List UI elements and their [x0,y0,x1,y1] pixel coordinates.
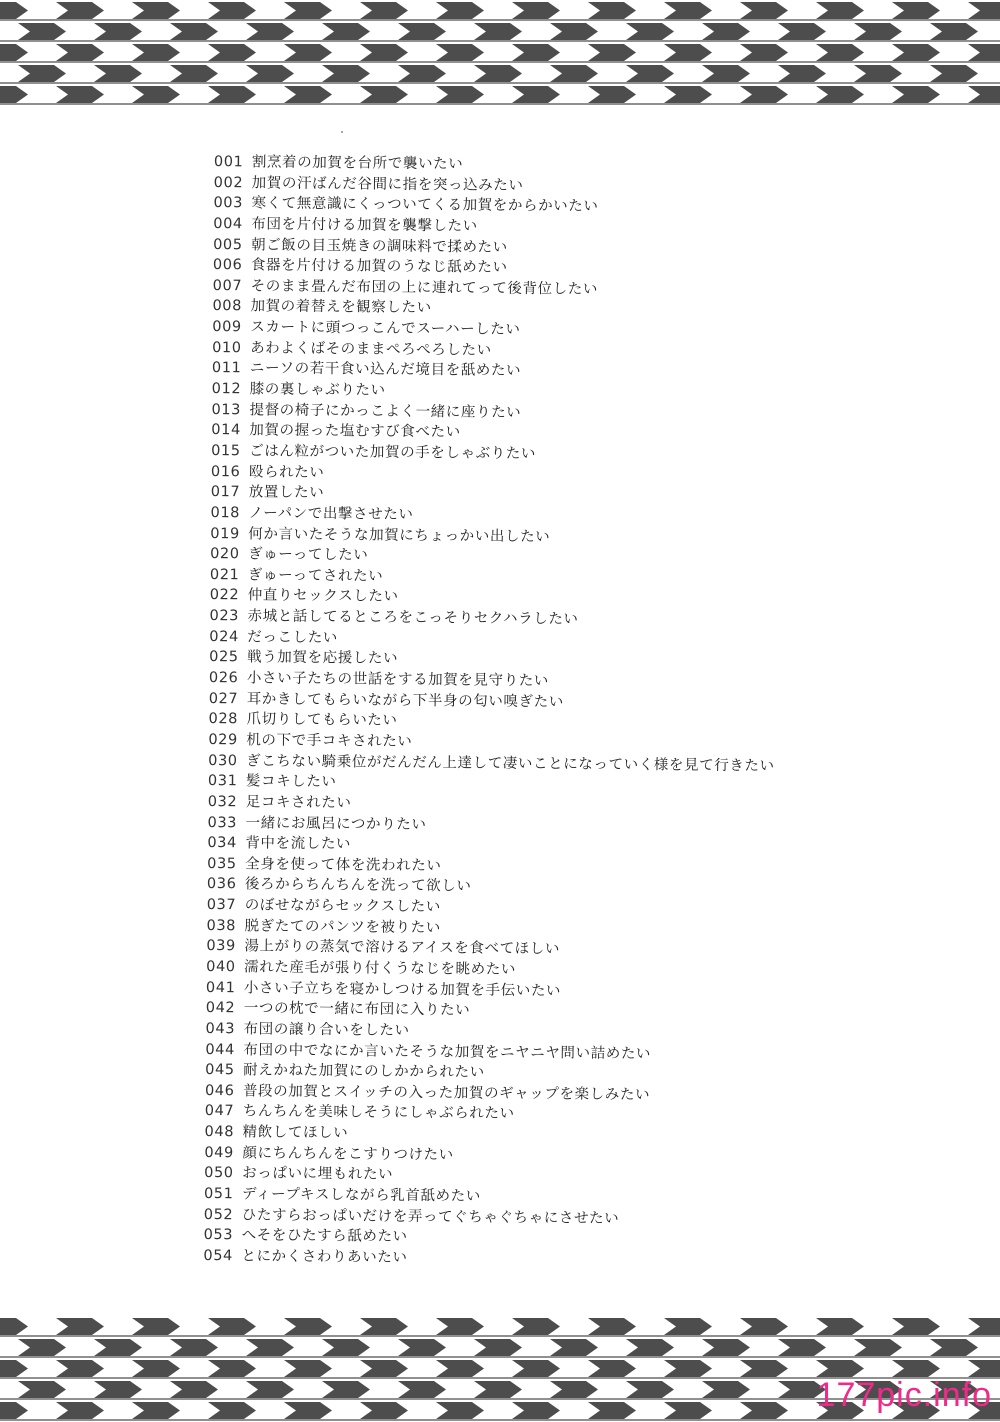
wish-number: 005 [213,236,243,253]
pattern-feather-shape [56,44,104,61]
pattern-feather-shape [588,1318,636,1335]
pattern-feather-shape [854,65,902,82]
wish-number: 020 [210,546,240,563]
wish-number: 038 [206,917,237,934]
wish-text: ノーパンで出撃させたい [248,505,414,523]
wish-text: 小さい子立ちを寝かしつける加賀を手伝いたい [243,979,562,999]
pattern-feather-shape [246,23,294,40]
pattern-feather-shape [322,65,370,82]
wish-number: 044 [205,1041,235,1058]
pattern-feather-shape [398,65,446,82]
wish-number: 001 [213,153,244,171]
pattern-feather-shape [778,65,826,82]
pattern-feather-shape [588,86,636,103]
wish-number: 050 [204,1165,234,1182]
wish-number: 023 [209,608,240,625]
pattern-feather-shape [246,65,294,82]
wish-text: 戦う加賀を応援したい [247,649,399,668]
pattern-feather-shape [550,1339,598,1356]
pattern-feather-shape [322,1339,370,1356]
wish-number: 027 [208,690,239,707]
wish-text: 普段の加賀とスイッチの入った加賀のギャップを楽しみたい [242,1083,651,1104]
wish-number: 018 [210,504,241,522]
wish-text: 食器を片付ける加賀のうなじ舐めたい [250,257,508,277]
pattern-feather-shape [56,86,104,103]
wish-text: 耐えかねた加賀にのしかかられたい [243,1062,485,1081]
wish-text: 湯上がりの蒸気で溶けるアイスを食べてほしい [244,938,561,958]
wish-number: 011 [211,360,242,377]
wish-text: 背中を流したい [245,835,352,853]
pattern-feather-shape [854,1339,902,1356]
pattern-feather-shape [474,1381,522,1398]
pattern-feather-shape [0,2,28,19]
wish-number: 007 [212,277,243,295]
wish-text: ごはん粒がついた加賀の手をしゃぶりたい [249,443,537,463]
pattern-feather-shape [56,1402,104,1419]
pattern-feather-shape [132,1360,180,1377]
top-yagasuri-border [0,0,1000,112]
pattern-feather-shape [588,2,636,19]
wish-text: 濡れた産毛が張り付くうなじを眺めたい [244,959,517,978]
pattern-feather-shape [208,44,256,61]
pattern-feather-shape [436,1360,484,1377]
pattern-feather-shape [284,1360,332,1377]
pattern-feather-shape [208,86,256,103]
pattern-feather-shape [56,1318,104,1335]
wish-text: 布団の中でなにか言いたそうな加賀をニヤニヤ問い詰めたい [243,1041,652,1062]
wish-number: 047 [204,1103,235,1120]
wish-number: 053 [203,1227,234,1244]
wish-text: 殴られたい [248,463,325,481]
wish-number: 036 [206,876,237,893]
pattern-feather-shape [664,1318,712,1335]
wish-number: 035 [207,855,237,873]
wish-number: 040 [206,958,236,976]
wish-text: 膝の裏しゃぶりたい [249,381,386,399]
pattern-feather-shape [94,1381,142,1398]
pattern-feather-shape [132,44,180,61]
pattern-feather-shape [474,1339,522,1356]
wish-text: とにかくさわりあいたい [241,1248,408,1266]
pattern-feather-shape [550,1381,598,1398]
pattern-feather-shape [778,23,826,40]
pattern-feather-shape [664,1360,712,1377]
wish-text: 小さい子たちの世話をする加賀を見守りたい [246,670,550,690]
wish-text: へそをひたすら舐めたい [241,1227,408,1246]
pattern-feather-shape [436,1402,484,1419]
wish-number: 042 [205,1000,236,1017]
wish-number: 054 [203,1247,233,1265]
pattern-feather-shape [132,86,180,103]
pattern-feather-shape [968,1360,1000,1377]
pattern-feather-shape [550,23,598,40]
pattern-feather-shape [0,1360,28,1377]
pattern-feather-shape [816,2,864,19]
pattern-feather-shape [360,86,408,103]
wish-text: ひたすらおっぱいだけを弄ってぐちゃぐちゃにさせたい [241,1206,620,1227]
wish-text: スカートに頭つっこんでスーハーしたい [250,319,521,339]
pattern-feather-shape [740,1318,788,1335]
pattern-feather-shape [94,65,142,82]
wish-number: 024 [209,628,239,645]
pattern-feather-shape [398,23,446,40]
pattern-feather-shape [892,86,940,103]
pattern-feather-shape [512,1360,560,1377]
wish-text: 全身を使って体を洗われたい [245,856,442,874]
wish-text: 割烹着の加賀を台所で襲いたい [251,154,464,173]
pattern-feather-shape [512,44,560,61]
wish-number: 021 [209,566,240,584]
pattern-feather-shape [512,1402,560,1419]
wish-number: 051 [203,1185,234,1203]
pattern-feather-shape [740,2,788,19]
wish-text: 一つの枕で一緒に布団に入りたい [243,1000,471,1019]
wish-number: 031 [207,773,238,790]
wish-text: 耳かきしてもらいながら下半身の匂い嗅ぎたい [246,690,564,711]
wish-number: 043 [205,1020,236,1038]
pattern-feather-shape [170,65,218,82]
pattern-feather-shape [626,1381,674,1398]
wish-number: 006 [212,257,243,274]
wish-number: 017 [210,484,241,501]
pattern-feather-shape [512,2,560,19]
wish-number: 008 [212,298,243,315]
wish-text: 精飲してほしい [242,1124,349,1142]
wish-number: 028 [208,711,239,728]
pattern-feather-shape [208,1402,256,1419]
pattern-feather-shape [322,1381,370,1398]
wish-text: 足コキされたい [245,794,352,812]
wish-number: 049 [204,1144,234,1161]
wish-text: ちんちんを美味しそうにしゃぶられたい [242,1103,515,1123]
pattern-feather-shape [436,1318,484,1335]
wish-text: ぎこちない騎乗位がだんだん上達して凄いことになっていく様を見て行きたい [246,752,775,774]
pattern-feather-shape [360,44,408,61]
pattern-feather-shape [892,1360,940,1377]
wish-number: 014 [211,422,241,439]
wish-text: 後ろからちんちんを洗って欲しい [244,876,472,895]
pattern-feather-shape [968,1318,1000,1335]
wish-text: ニーソの若干食い込んだ境目を舐めたい [249,360,522,380]
pattern-feather-shape [930,23,978,40]
pattern-feather-shape [702,23,750,40]
pattern-feather-shape [892,44,940,61]
wish-text: 布団の譲り合いをしたい [243,1021,410,1039]
wish-text: 机の下で手コキされたい [246,732,413,750]
pattern-feather-shape [284,44,332,61]
pattern-feather-shape [18,23,66,40]
pattern-feather-shape [930,1339,978,1356]
wish-number: 032 [207,793,238,811]
wish-number: 046 [204,1082,235,1100]
wish-text: ぎゅーってされたい [247,567,384,585]
wish-text: 提督の椅子にかっこよく一緒に座りたい [249,402,522,421]
wish-text: ディープキスしながら乳首舐めたい [241,1186,481,1205]
wish-number: 026 [208,669,239,687]
pattern-feather-shape [968,86,1000,103]
pattern-feather-shape [208,2,256,19]
pattern-feather-shape [816,1318,864,1335]
pattern-feather-shape [512,86,560,103]
pattern-feather-shape [132,2,180,19]
pattern-feather-shape [436,2,484,19]
wish-number: 013 [211,401,242,418]
wish-text: 赤城と話してるところをこっそりセクハラしたい [247,608,579,628]
pattern-feather-shape [626,1339,674,1356]
pattern-feather-shape [854,23,902,40]
pattern-feather-shape [284,2,332,19]
pattern-feather-shape [360,1360,408,1377]
wish-text: 加賀の着替えを観察したい [250,298,432,317]
pattern-feather-shape [360,1402,408,1419]
wish-number: 003 [213,195,244,212]
wish-number: 034 [207,835,237,852]
pattern-feather-shape [18,1339,66,1356]
pattern-feather-shape [94,1339,142,1356]
wish-number: 048 [204,1124,235,1141]
pattern-feather-shape [474,65,522,82]
pattern-feather-shape [778,1339,826,1356]
pattern-feather-shape [398,1339,446,1356]
pattern-feather-shape [170,23,218,40]
pattern-feather-shape [284,1402,332,1419]
pattern-feather-shape [664,1402,712,1419]
pattern-feather-shape [170,1381,218,1398]
pattern-feather-shape [0,86,28,103]
pattern-feather-shape [360,1318,408,1335]
pattern-feather-shape [436,86,484,103]
wish-text: 髪コキしたい [245,773,337,791]
pattern-feather-shape [588,44,636,61]
pattern-feather-shape [18,1381,66,1398]
wish-number: 010 [212,339,242,357]
pattern-feather-shape [284,86,332,103]
pattern-feather-shape [664,44,712,61]
wish-number: 039 [206,938,236,955]
pattern-feather-shape [968,44,1000,61]
pattern-feather-shape [816,44,864,61]
pattern-feather-shape [436,44,484,61]
pattern-feather-shape [588,1360,636,1377]
wish-text: あわよくばそのままぺろぺろしたい [250,340,492,359]
wish-number: 033 [207,814,238,831]
wish-number: 030 [208,752,238,769]
pattern-feather-shape [132,1318,180,1335]
wish-text: 寒くて無意識にくっついてくる加賀をからかいたい [251,195,599,215]
wish-text: そのまま畳んだ布団の上に連れてって後背位したい [250,278,599,298]
pattern-feather-shape [398,1381,446,1398]
pattern-feather-shape [740,1360,788,1377]
wish-text: 一緒にお風呂につかりたい [245,814,427,833]
pattern-feather-shape [740,44,788,61]
wish-text: 脱ぎたてのパンツを被りたい [244,918,441,936]
pattern-feather-shape [56,1360,104,1377]
wish-number: 004 [213,215,243,233]
wish-text: 何か言いたそうな加賀にちょっかい出したい [248,525,551,545]
wish-text: ぎゅーってしたい [248,546,369,564]
wish-number: 002 [213,174,244,191]
wish-text: 布団を片付ける加賀を襲撃したい [251,216,478,235]
pattern-feather-shape [208,1318,256,1335]
top-pattern-svg [0,0,1000,112]
pattern-feather-shape [892,1318,940,1335]
pattern-feather-shape [208,1360,256,1377]
pattern-feather-shape [360,2,408,19]
pattern-feather-shape [588,1402,636,1419]
pattern-feather-shape [664,86,712,103]
pattern-feather-shape [322,23,370,40]
wish-list [203,152,780,1272]
pattern-feather-shape [816,1360,864,1377]
pattern-feather-shape [246,1381,294,1398]
pattern-feather-shape [740,1402,788,1419]
wish-text: 加賀の汗ばんだ谷間に指を突っ込みたい [251,175,524,194]
wish-number: 041 [205,979,236,996]
wish-text: 爪切りしてもらいたい [246,711,398,730]
wish-number: 019 [210,525,240,542]
pattern-feather-shape [702,1381,750,1398]
pattern-feather-shape [892,2,940,19]
pattern-feather-shape [702,1339,750,1356]
pattern-feather-shape [474,23,522,40]
wish-text: だっこしたい [247,629,339,646]
pattern-feather-shape [0,1318,28,1335]
wish-item [203,1246,770,1272]
pattern-feather-shape [56,2,104,19]
pattern-feather-shape [816,86,864,103]
pattern-feather-shape [626,23,674,40]
wish-text: 加賀の握った塩むすび食べたい [249,422,461,441]
pattern-feather-shape [284,1318,332,1335]
wish-number: 025 [209,649,239,666]
pattern-feather-shape [0,1402,28,1419]
pattern-feather-shape [930,65,978,82]
pattern-feather-shape [18,65,66,82]
wish-text: のぼせながらセックスしたい [244,897,441,916]
wish-text: 仲直りセックスしたい [247,587,399,606]
pattern-feather-shape [246,1339,294,1356]
wish-number: 022 [209,587,240,604]
wish-number: 029 [208,731,238,749]
pattern-feather-shape [0,44,28,61]
wish-number: 012 [211,381,242,398]
pattern-feather-shape [550,65,598,82]
wish-number: 016 [210,463,241,480]
wish-text: 朝ご飯の目玉焼きの調味料で揉めたい [251,236,508,256]
wish-number: 052 [203,1206,234,1223]
pattern-feather-shape [512,1318,560,1335]
wish-text: 顔にちんちんをこすりつけたい [242,1145,454,1164]
pattern-feather-shape [94,23,142,40]
pattern-feather-shape [968,2,1000,19]
wish-number: 015 [211,442,241,460]
wish-text: おっぱいに埋もれたい [242,1165,394,1184]
watermark-text: 177pic.info [816,1376,992,1414]
wish-number: 009 [212,319,242,336]
pattern-feather-shape [740,86,788,103]
stray-dot-mark [341,131,343,133]
wish-number: 037 [206,897,237,914]
wish-text: 放置したい [248,484,325,502]
pattern-feather-shape [626,65,674,82]
pattern-feather-shape [664,2,712,19]
pattern-feather-shape [702,65,750,82]
wish-number: 045 [205,1062,235,1079]
pattern-feather-shape [170,1339,218,1356]
pattern-feather-shape [132,1402,180,1419]
